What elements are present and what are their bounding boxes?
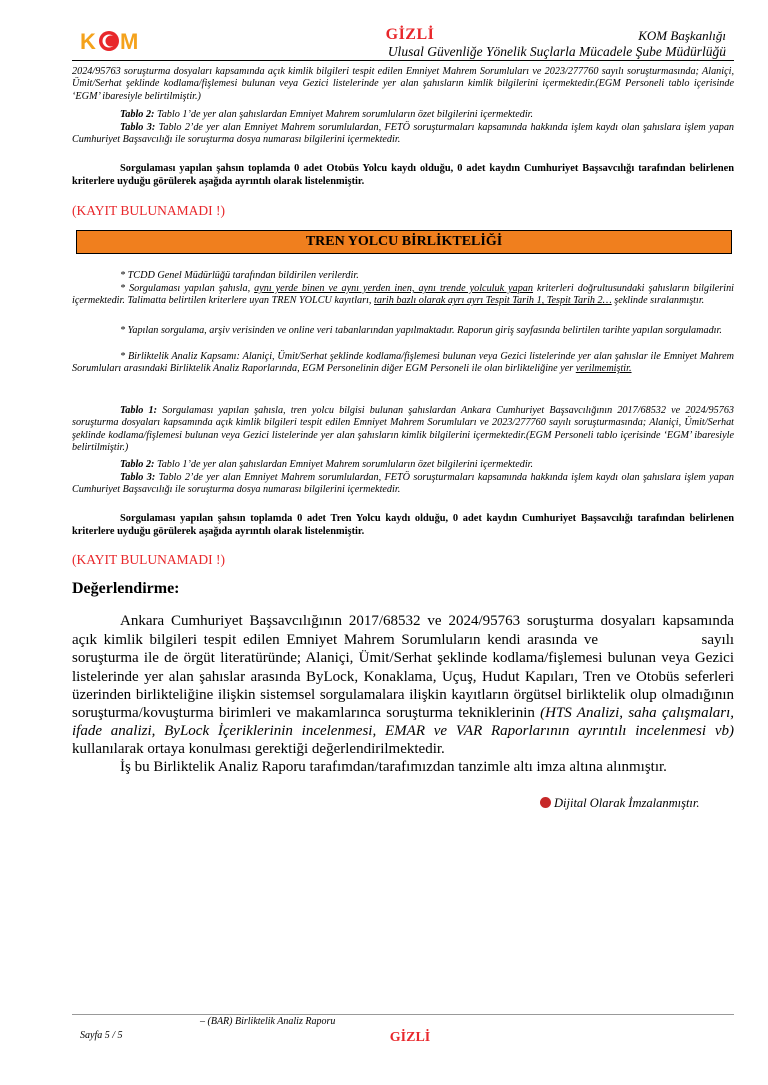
signature-text: Dijital Olarak İmzalanmıştır. — [554, 796, 700, 810]
bus-table3-text: Tablo 2’de yer alan Emniyet Mahrem sorumlulardan, FETÖ soruşturmaları kapsamında hakkında işlem kaydı olan şahıslara işlem yapan Cumhuriyet Başsavcılığı ile soruşturma dosya numarası bilgilerini içermektedir. — [72, 122, 735, 146]
train-table1-text: Sorgulaması yapılan şahısla, tren yolcu bilgisi bulunan şahıslardan Ankara Cumhuriyet Başsavcılığının 2017/68532 ve 2024/95763 soruşturma dosyaları kapsamında açık kimlik bilgileri tespit edilen Emniyet Mahrem Sorumluları ve 2023/277760 sayılı soruşturmasında; Alaniçi, Ümit/Serhat şeklinde kodlama/fişlemesi bulunan veya Gezici listelerinde yer alan şahısların kimlik bilgilerini içermektedir.(EGM Personeli tablo içerisinde ‘EGM’ ibaresiyle belirtilmiştir.) — [72, 405, 735, 454]
train-bullet-scope-underline: verilmemiştir. — [575, 363, 632, 375]
train-bullet-criteria-b: kriterleri doğrultusundaki şahısların bilgilerini içermektedir. Talimatta belirtilen kriterlere uyan TREN YOLCU kayıtları, — [72, 283, 734, 307]
digital-signature — [540, 796, 700, 811]
evaluation-paragraph-italic: (HTS Analizi, saha çalışmaları, ifade analizi, ByLock İçeriklerinin incelenmesi, EMAR ve VAR Raporlarının ayrıntılı incelenmesi vb) — [72, 705, 735, 740]
train-bullet-criteria-c: şeklinde sıralanmıştır. — [614, 295, 705, 307]
train-bullet-source: * TCDD Genel Müdürlüğü tarafından bildirilen verilerdir. — [120, 270, 359, 281]
train-bullet-scope-text: * Birliktelik Analiz Kapsamı: Alaniçi, Ümit/Serhat şeklinde kodlama/fişlemesi bulunan veya Gezici listelerinde yer alan şahıslar ile Emniyet Mahrem Sorumluları arasındaki Birliktelik Analiz Raporlarında, EGM Personelinin diğer EGM Personeli ile olan birlikteliğine yer — [72, 351, 734, 375]
footer-report-name: – (BAR) Birliktelik Analiz Raporu — [200, 1016, 336, 1027]
train-bullet-criteria-a: * Sorgulaması yapılan şahısla, — [120, 283, 251, 294]
train-bullet-query: * Yapılan sorgulama, arşiv verisinden ve online veri tabanlarından yapılmaktadır. Raporun giriş sayfasında belirtilen tarihte yapılan sorgulamadır. — [120, 325, 722, 336]
org-name: KOM Başkanlığı — [638, 28, 726, 43]
train-table2-label: Tablo 2: — [120, 459, 155, 470]
train-table3-label: Tablo 3: — [120, 472, 156, 483]
header-divider — [72, 60, 734, 61]
evaluation-title: Değerlendirme: — [72, 580, 180, 597]
train-bullet-criteria-underline2: tarih bazlı olarak ayrı ayrı Tespit Tarih 1, Tespit Tarih 2… — [374, 295, 612, 307]
train-no-record: (KAYIT BULUNAMADI !) — [72, 552, 225, 567]
bus-summary: Sorgulaması yapılan şahsın toplamda 0 adet Otobüs Yolcu kaydı olduğu, 0 adet kaydın Cumhuriyet Başsavcılığı tarafından belirlenen kriterlere uyduğu görülerek aşağıda ayrıntılı olarak listelenmiştir. — [72, 163, 734, 187]
page-number: Sayfa 5 / 5 — [80, 1030, 123, 1041]
redaction-mask — [605, 630, 695, 644]
train-table2-text: Tablo 1’de yer alan şahıslardan Emniyet Mahrem sorumluların özet bilgilerini içermektedir. — [156, 459, 534, 470]
train-table2-note — [72, 459, 734, 471]
svg-text:M: M — [120, 29, 139, 54]
train-table3-note — [72, 472, 734, 497]
train-summary: Sorgulaması yapılan şahsın toplamda 0 adet Tren Yolcu kaydı olduğu, 0 adet kaydın Cumhuriyet Başsavcılığı tarafından belirlenen kriterlere uyduğu görülerek aşağıda ayrıntılı olarak listelenmiştir. — [72, 513, 734, 537]
unit-name: Ulusal Güvenliğe Yönelik Suçlarla Mücadele Şube Müdürlüğü — [387, 44, 726, 59]
bus-table1-continuation: 2024/95763 soruşturma dosyaları kapsamında açık kimlik bilgileri tespit edilen Emniyet Mahrem Sorumluları ve 2023/277760 sayılı soruşturmasında; Alaniçi, Ümit/Serhat şeklinde kodlama/fişlemesi bulunan veya Gezici listelerinde yer alan şahısların kimlik bilgilerini içermektedir.(EGM Personeli tablo içerisinde ‘EGM’ ibaresiyle belirtilmiştir.) — [72, 66, 734, 102]
train-bullet-criteria — [72, 283, 734, 308]
evaluation-paragraph-c: kullanılarak ortaya konulması gerektiği değerlendirilmektedir. — [72, 741, 445, 758]
evaluation-closing: İş bu Birliktelik Analiz Raporu tarafımdan/tarafımızdan tanzimle altı imza altına alınmıştır. — [120, 759, 667, 775]
classification-bottom: GİZLİ — [389, 1030, 431, 1045]
evaluation-paragraph — [72, 612, 734, 759]
svg-text:K: K — [80, 29, 96, 54]
train-bullet-scope — [72, 351, 734, 376]
bus-table3-note — [72, 122, 734, 147]
footer-divider — [72, 1014, 734, 1015]
bus-table2-text: Tablo 1’de yer alan şahıslardan Emniyet Mahrem sorumluların özet bilgilerini içermektedir. — [156, 109, 534, 120]
seal-icon — [540, 797, 551, 808]
evaluation-paragraph-b: sayılı soruşturma ile de örgüt literatüründe; Alaniçi, Ümit/Serhat şeklinde kodlama/fişlemesi bulunan veya Gezici listelerinde yer alan şahıslar arasında ByLock, Konaklama, Uçuş, Hudut Kapıları, Tren ve Otobüs seferleri üzerinden birlikteliğine ilişkin sistemsel sorgulamalara ilişkin kayıtların örgütsel birliktelik olup olmadığının soruşturma/kovuşturma birimleri ve makamlarınca soruşturma tekniklerinin — [72, 632, 735, 722]
bus-table2-note — [72, 109, 734, 121]
bus-no-record: (KAYIT BULUNAMADI !) — [72, 203, 225, 218]
classification-top: GİZLİ — [385, 26, 435, 43]
train-table1-label: Tablo 1: — [120, 405, 158, 416]
evaluation-paragraph-a: Ankara Cumhuriyet Başsavcılığının 2017/68532 ve 2024/95763 soruşturma dosyaları kapsamında açık kimlik bilgileri tespit edilen Emniyet Mahrem Sorumluların kendi arasında ve — [72, 613, 734, 649]
bus-table2-label: Tablo 2: — [120, 109, 155, 120]
train-bullet-criteria-underline1: aynı yerde binen ve aynı yerden inen, aynı trende yolculuk yapan — [254, 283, 533, 294]
bus-table3-label: Tablo 3: — [120, 122, 156, 133]
train-table1-note — [72, 405, 734, 455]
train-section-banner: TREN YOLCU BİRLİKTELİĞİ — [76, 230, 732, 254]
train-table3-text: Tablo 2’de yer alan Emniyet Mahrem sorumlulardan, FETÖ soruşturmaları kapsamında hakkında işlem kaydı olan şahıslara işlem yapan Cumhuriyet Başsavcılığı ile soruşturma dosya numarası bilgilerini içermektedir. — [72, 472, 735, 496]
kom-logo — [80, 28, 150, 54]
